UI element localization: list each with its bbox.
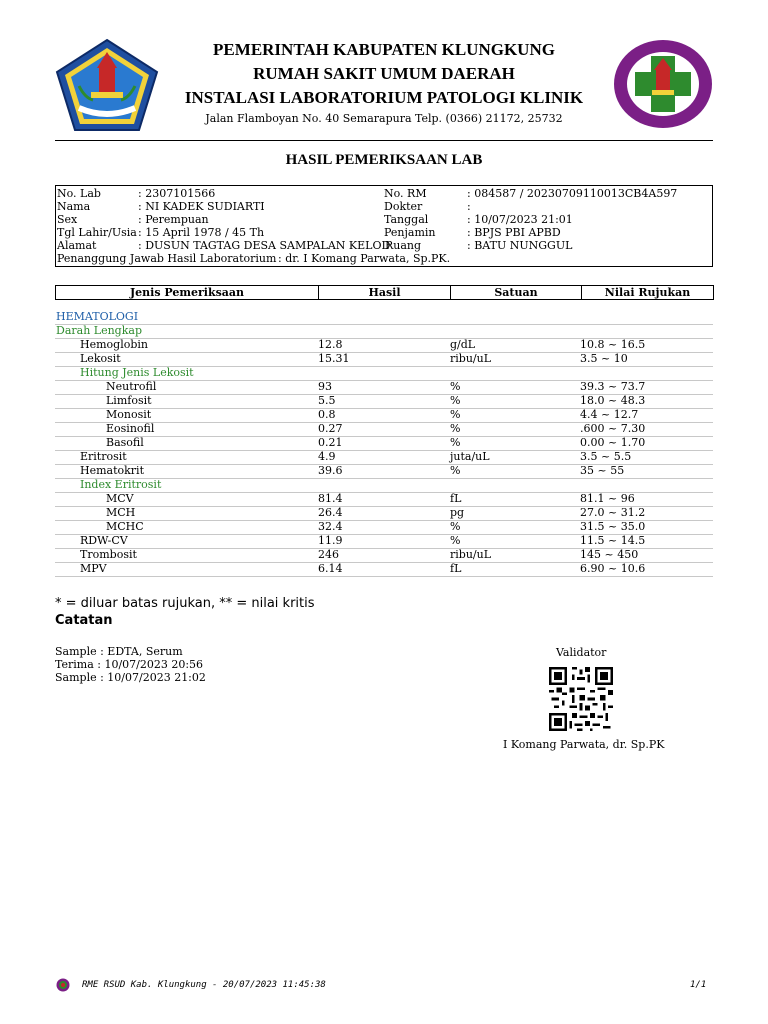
footer-logo-icon [56,977,70,991]
tgl-lahir-label: Tgl Lahir/Usia [57,226,137,239]
test-satuan: fL [450,562,462,575]
header-address: Jalan Flamboyan No. 40 Semarapura Telp. (0366) 21172, 25732 [205,112,563,125]
table-row [55,394,713,409]
table-row [55,352,713,367]
alamat-value: : DUSUN TAGTAG DESA SAMPALAN KELOD [138,239,391,252]
footer-page-number: 1/1 [690,980,707,990]
validator-name: I Komang Parwata, dr. Sp.PK [503,738,665,751]
test-hasil: 81.4 [318,492,343,505]
header-line-3: INSTALASI LABORATORIUM PATOLOGI KLINIK [184,88,584,107]
header-divider [55,140,713,141]
test-satuan: g/dL [450,338,476,351]
test-hasil: 4.9 [318,450,336,463]
tanggal-value: : 10/07/2023 21:01 [467,213,573,226]
test-hasil: 39.6 [318,464,343,477]
table-row [55,534,713,549]
dokter-value: : [467,200,471,213]
ruang-label: Ruang [385,239,422,252]
test-hasil: 11.9 [318,534,343,547]
test-satuan: % [450,534,461,547]
catatan-heading: Catatan [55,613,113,628]
document-title: HASIL PEMERIKSAAN LAB [285,152,483,168]
test-name: MPV [80,562,107,575]
test-rujukan: 39.3 ~ 73.7 [580,380,646,393]
sample-line-2: Terima : 10/07/2023 20:56 [55,658,204,671]
sample-line-3: Sample : 10/07/2023 21:02 [55,671,206,684]
test-rujukan: 6.90 ~ 10.6 [580,562,646,575]
test-satuan: % [450,436,461,449]
test-name: RDW-CV [80,534,128,547]
test-name: HEMATOLOGI [56,310,139,323]
sex-value: : Perempuan [138,213,209,226]
table-row [55,408,713,423]
test-satuan: juta/uL [450,450,490,463]
test-satuan: ribu/uL [450,548,491,561]
table-row [55,338,713,353]
table-row [55,492,713,507]
test-hasil: 93 [318,380,332,393]
test-name: Index Eritrosit [80,478,162,491]
test-satuan: % [450,422,461,435]
test-name: Hitung Jenis Lekosit [80,366,194,379]
test-name: Darah Lengkap [56,324,142,337]
table-row [55,562,713,577]
nama-label: Nama [57,200,91,213]
header-line-2: RUMAH SAKIT UMUM DAERAH [253,64,515,83]
test-rujukan: 3.5 ~ 10 [580,352,628,365]
test-rujukan: 4.4 ~ 12.7 [580,408,639,421]
table-row [55,366,713,381]
test-rujukan: 27.0 ~ 31.2 [580,506,646,519]
table-row [55,436,713,451]
hospital-logo [612,38,714,130]
col-header-rujukan: Nilai Rujukan [581,285,714,300]
test-rujukan: 81.1 ~ 96 [580,492,635,505]
test-name: Basofil [106,436,144,449]
test-name: Neutrofil [106,380,157,393]
no-lab-label: No. Lab [57,187,101,200]
test-hasil: 12.8 [318,338,343,351]
test-hasil: 0.27 [318,422,343,435]
no-rm-value: : 084587 / 20230709110013CB4A597 [467,187,678,200]
test-hasil: 26.4 [318,506,343,519]
ruang-value: : BATU NUNGGUL [467,239,573,252]
test-name: Trombosit [80,548,137,561]
test-hasil: 5.5 [318,394,336,407]
test-satuan: % [450,380,461,393]
test-hasil: 15.31 [318,352,350,365]
test-rujukan: 145 ~ 450 [580,548,639,561]
col-header-jenis: Jenis Pemeriksaan [55,285,319,300]
table-row [55,380,713,395]
test-name: MCV [106,492,134,505]
table-row [55,310,713,325]
test-rujukan: .600 ~ 7.30 [580,422,646,435]
legend-note: * = diluar batas rujukan, ** = nilai kritis [55,596,315,611]
no-lab-value: : 2307101566 [138,187,216,200]
klungkung-regency-logo [55,38,159,133]
test-rujukan: 3.5 ~ 5.5 [580,450,632,463]
test-rujukan: 10.8 ~ 16.5 [580,338,646,351]
penanggung-jawab-value: : dr. I Komang Parwata, Sp.PK. [278,252,451,265]
penjamin-value: : BPJS PBI APBD [467,226,561,239]
tanggal-label: Tanggal [384,213,429,226]
test-name: Lekosit [80,352,121,365]
nama-value: : NI KADEK SUDIARTI [138,200,265,213]
sample-line-1: Sample : EDTA, Serum [55,645,183,658]
table-row [55,422,713,437]
table-row [55,464,713,479]
dokter-label: Dokter [384,200,423,213]
test-hasil: 0.21 [318,436,343,449]
test-name: MCH [106,506,136,519]
table-row [55,450,713,465]
test-satuan: pg [450,506,465,519]
table-row [55,324,713,339]
table-row [55,548,713,563]
validator-label: Validator [556,646,607,659]
test-name: Eosinofil [106,422,155,435]
tgl-lahir-value: : 15 April 1978 / 45 Th [138,226,265,239]
alamat-label: Alamat [57,239,97,252]
col-header-satuan: Satuan [450,285,582,300]
test-satuan: fL [450,492,462,505]
patient-info-box [55,185,713,267]
no-rm-label: No. RM [384,187,427,200]
table-row [55,520,713,535]
test-name: MCHC [106,520,144,533]
footer-text: RME RSUD Kab. Klungkung - 20/07/2023 11:45:38 [82,980,326,990]
test-rujukan: 11.5 ~ 14.5 [580,534,646,547]
test-name: Monosit [106,408,152,421]
test-hasil: 0.8 [318,408,336,421]
penjamin-label: Penjamin [384,226,436,239]
test-name: Eritrosit [80,450,127,463]
table-row [55,478,713,493]
test-satuan: % [450,464,461,477]
test-rujukan: 18.0 ~ 48.3 [580,394,646,407]
test-name: Limfosit [106,394,152,407]
test-rujukan: 0.00 ~ 1.70 [580,436,646,449]
col-header-hasil: Hasil [318,285,451,300]
test-hasil: 246 [318,548,339,561]
penanggung-jawab-label: Penanggung Jawab Hasil Laboratorium [57,252,277,265]
test-rujukan: 35 ~ 55 [580,464,625,477]
test-satuan: % [450,408,461,421]
test-satuan: % [450,520,461,533]
test-satuan: % [450,394,461,407]
header-line-1: PEMERINTAH KABUPATEN KLUNGKUNG [213,40,555,59]
sex-label: Sex [57,213,78,226]
test-name: Hematokrit [80,464,144,477]
test-rujukan: 31.5 ~ 35.0 [580,520,646,533]
test-hasil: 32.4 [318,520,343,533]
test-hasil: 6.14 [318,562,343,575]
table-row [55,506,713,521]
test-name: Hemoglobin [80,338,148,351]
test-satuan: ribu/uL [450,352,491,365]
validator-qr-code [549,667,613,731]
